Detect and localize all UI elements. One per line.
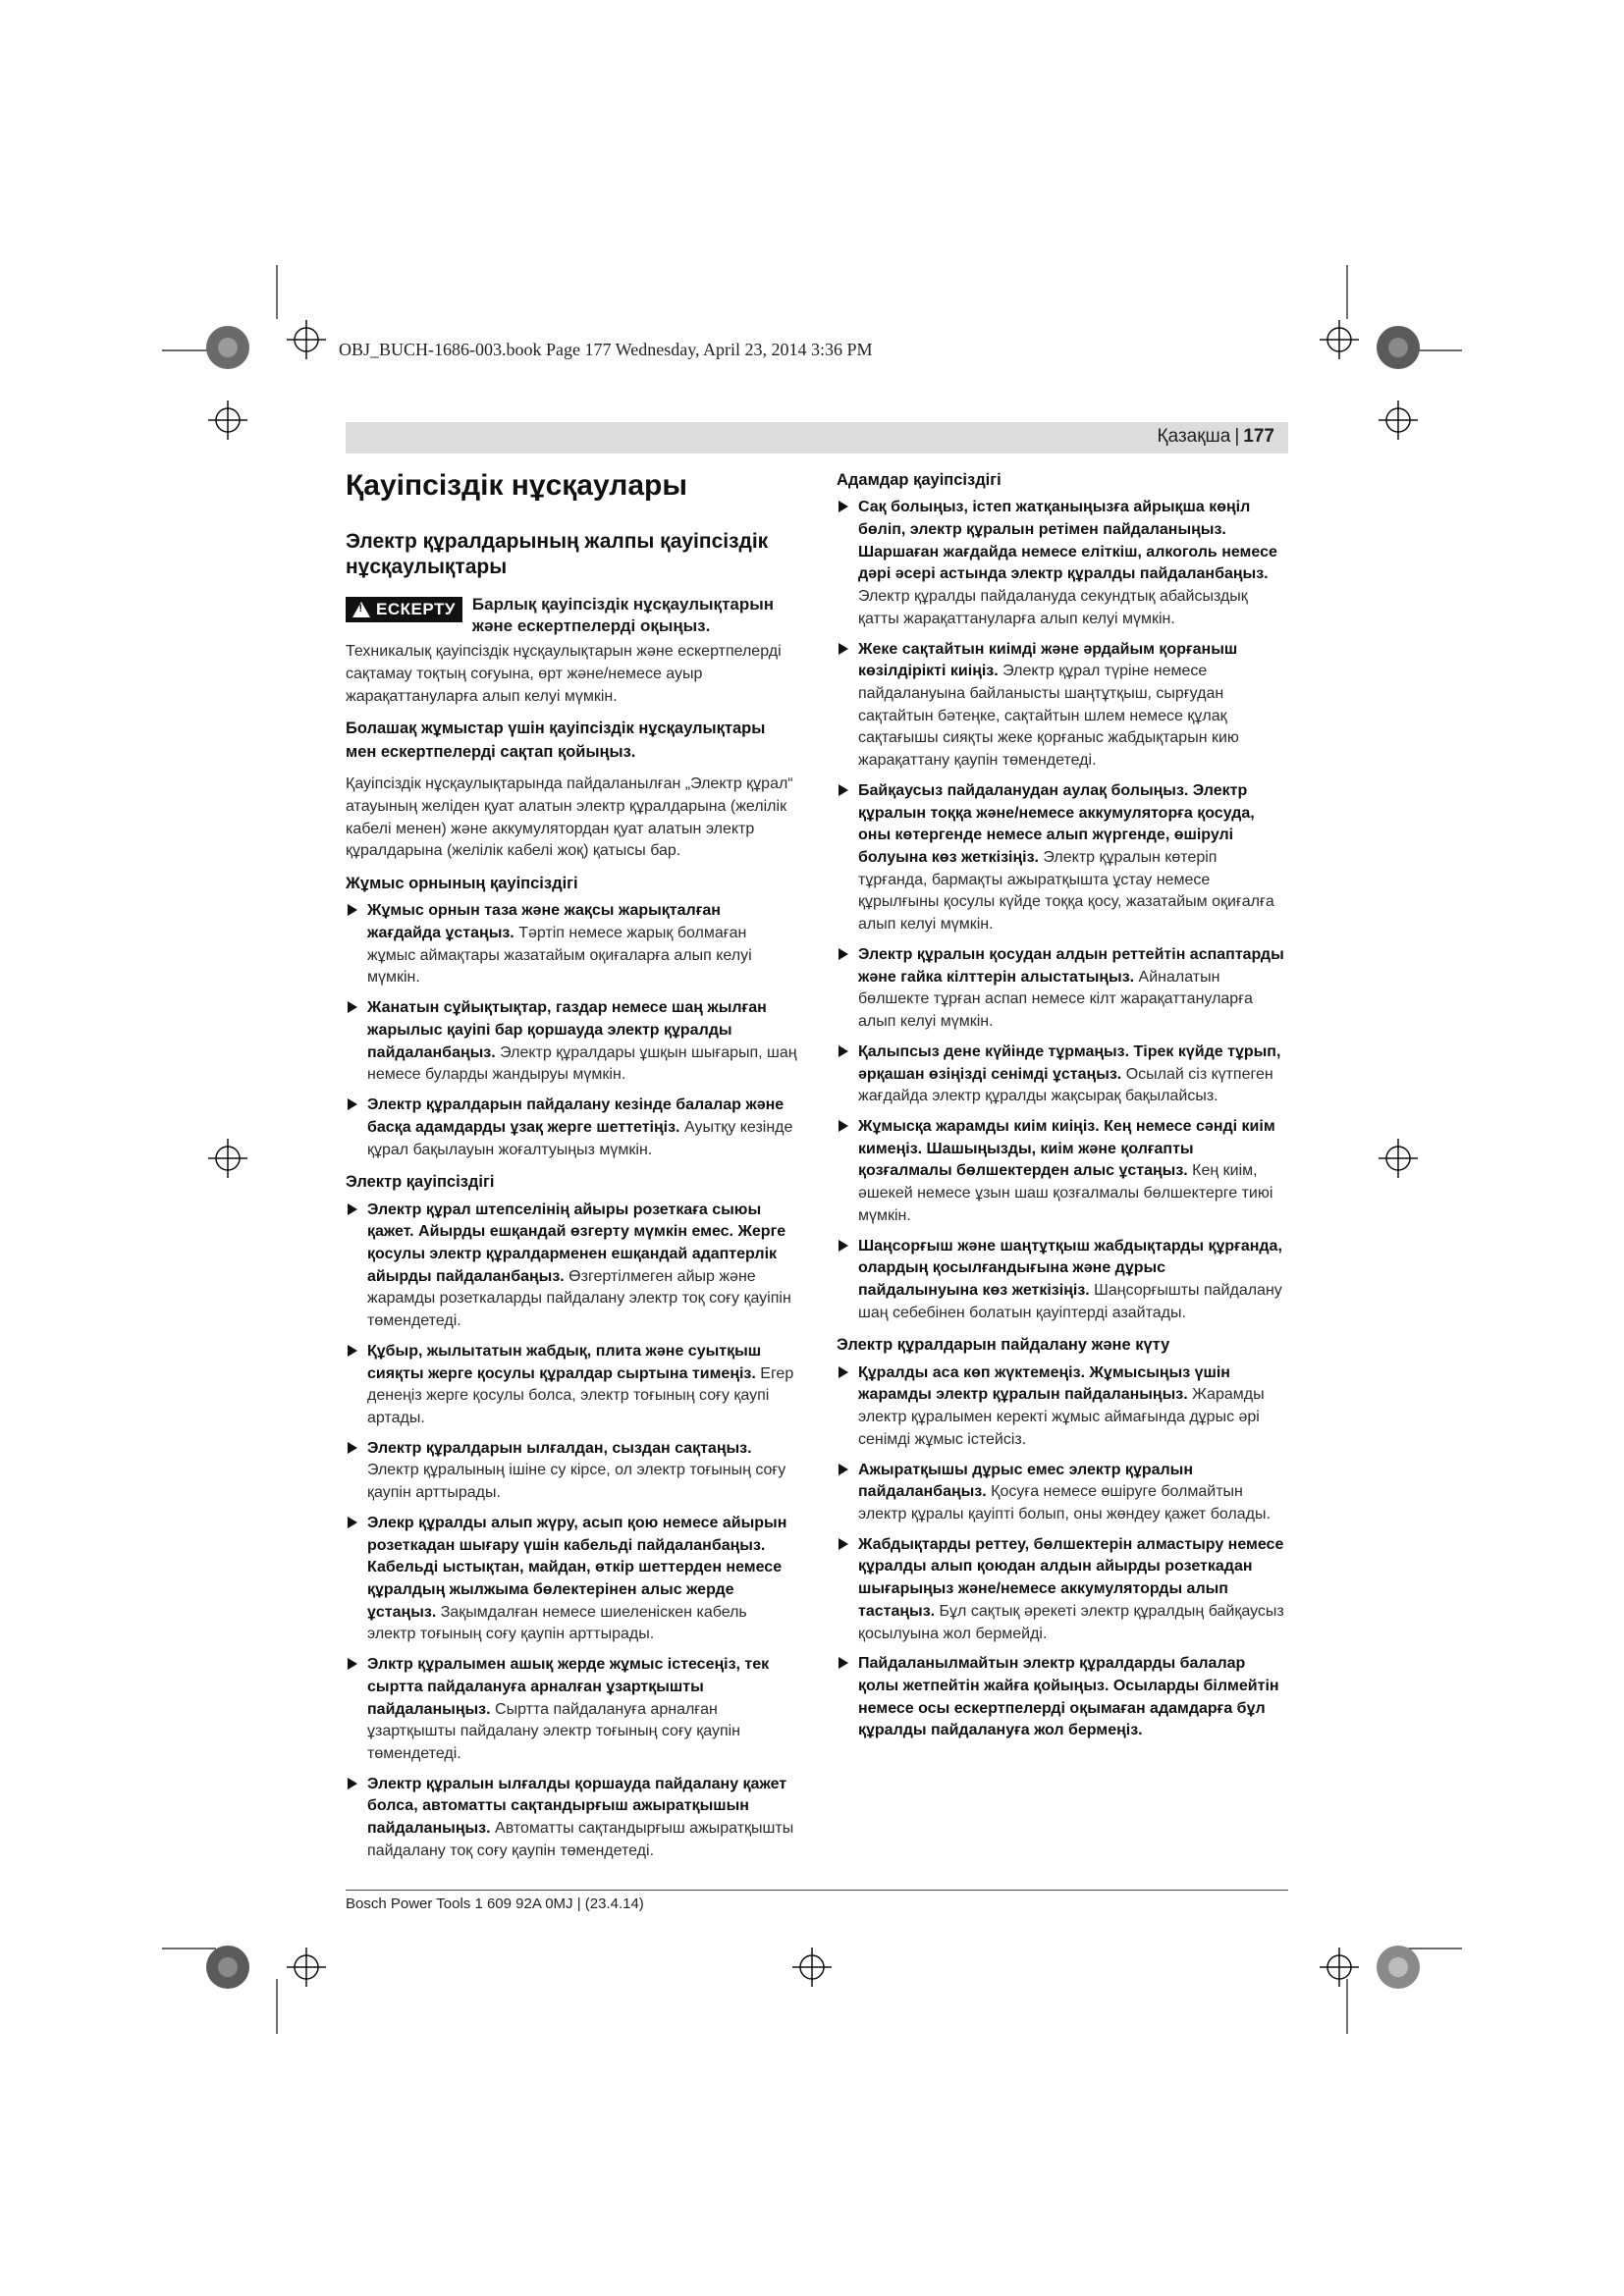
list-item xyxy=(346,1774,797,1863)
bullet-arrow-icon xyxy=(348,1778,357,1789)
list-item xyxy=(837,639,1288,773)
bullet-arrow-icon xyxy=(839,643,848,655)
item-text: Сыртта пайдалануға арналған ұзартқышты пайдалану электр тоғының соғу қаупін төмендетеді. xyxy=(367,1700,740,1763)
list-item xyxy=(837,1236,1288,1325)
item-text: Тәртіп немесе жарық болмаған жұмыс аймақтары жазатайым оқиғаларға алып келуі мүмкін. xyxy=(367,925,752,987)
item-bold-text: Сақ болыңыз, істеп жатқаныңызға айрықша көңіл бөліп, электр құралын ретімен пайдаланыңыз. Шаршаған жағдайда немесе еліткіш, алкоголь немесе дәрі әсері астында электр құралды пайдаланбаңыз. xyxy=(858,499,1277,583)
item-bold-text: Қалыпсыз дене күйінде тұрмаңыз. Тірек күйде тұрып, әрқашан өзіңізді сенімді ұстаңыз. xyxy=(858,1042,1281,1083)
item-text: Өзгертілмеген айыр және жарамды розеткаларды пайдалану электр тоқ соғу қауіпін төмендетеді. xyxy=(367,1267,791,1330)
bullet-arrow-icon xyxy=(348,1517,357,1528)
workplace-heading: Жұмыс орнының қауіпсіздігі xyxy=(346,875,578,893)
item-text: Жарамды электр құралымен керекті жұмыс аймағында дұрыс әрі сенімді жұмыс істейсіз. xyxy=(858,1386,1265,1448)
bullet-arrow-icon xyxy=(839,1657,848,1669)
item-bold-text: Құбыр, жылытатын жабдық, плита және суытқыш сияқты жерге қосулы құралдар сыртына тимеңіз. xyxy=(367,1342,762,1382)
item-bold-text: Электр құрал штепселінің айыры розеткаға сыюы қажет. Айырды ешқандай өзгерту мүмкін емес. Жерге қосулы электр құралдарменен ешқандай адаптерлік айырды пайдаланбаңыз. xyxy=(367,1201,786,1285)
warning-lead: Барлық қауіпсіздік нұсқаулықтарын және ескертпелерді оқыңыз. xyxy=(471,595,775,636)
item-bold-text: Жабдықтарды реттеу, бөлшектерін алмастыру немесе құралды алып қоюдан алдын айырды розеткадан шығарыңыз және/немесе аккумуляторды алып тастаңыз. xyxy=(858,1535,1284,1620)
page-title: Қауіпсіздік нұсқаулары xyxy=(346,469,687,502)
right-column xyxy=(837,469,1288,1752)
list-item xyxy=(346,997,797,1087)
list-item xyxy=(837,780,1288,936)
bullet-arrow-icon xyxy=(348,1098,357,1110)
electrical-heading: Электр қауіпсіздігі xyxy=(346,1173,495,1192)
header-separator: | xyxy=(1234,426,1240,447)
item-bold-text: Электр құралдарын ылғалдан, сыздан сақтаңыз. xyxy=(367,1439,752,1457)
warning-badge xyxy=(346,597,462,622)
warning-badge-label: ЕСКЕРТУ xyxy=(376,600,456,618)
people-heading: Адамдар қауіпсіздігі xyxy=(837,471,1001,489)
item-text: Кең киім, әшекей немесе ұзын шаш қозғалмалы бөлшектерге тиюі мүмкін. xyxy=(858,1162,1273,1224)
list-item xyxy=(346,1513,797,1646)
list-item xyxy=(837,1362,1288,1452)
list-item xyxy=(346,1200,797,1333)
list-item xyxy=(837,1653,1288,1742)
bullet-arrow-icon xyxy=(839,1240,848,1252)
footer-divider xyxy=(346,1890,1288,1891)
footer-text: Bosch Power Tools 1 609 92A 0MJ | (23.4.14) xyxy=(346,1896,644,1912)
bullet-arrow-icon xyxy=(839,1120,848,1132)
list-item xyxy=(837,497,1288,630)
warning-text: Техникалық қауіпсіздік нұсқаулықтарын және ескертпелерді сақтамау тоқтың соғуына, өрт және/немесе ауыр жарақаттануларға алып келуі мүмкін. xyxy=(346,643,782,705)
item-bold-text: Құралды аса көп жүктемеңіз. Жұмысыңыз үшін жарамды электр құралын пайдаланыңыз. xyxy=(858,1363,1230,1404)
workplace-list xyxy=(346,900,797,1161)
bullet-arrow-icon xyxy=(839,1538,848,1550)
item-bold-text: Шаңсорғыш және шаңтұтқыш жабдықтарды құрғанда, олардың қосылғандығына және дұрыс пайдалынуына көз жеткізіңіз. xyxy=(858,1237,1282,1299)
item-bold-text: Жұмыс орнын таза және жақсы жарықталған жағдайда ұстаңыз. xyxy=(367,902,721,942)
item-bold-text: Пайдаланылмайтын электр құралдарды балалар қолы жетпейтін жайға қойыңыз. Осыларды білмейтін немесе осы ескертпелерді оқымаған адамдарға бұл құралды пайдалануға жол бермеңіз. xyxy=(858,1655,1279,1739)
item-text: Осылай сіз күтпеген жағдайда электр құралды жақсырақ бақылайсыз. xyxy=(858,1065,1273,1105)
item-text: Қосуға немесе өшіруге болмайтын электр құралы қауіпті болып, оны жөндеу қажет болады. xyxy=(858,1483,1271,1522)
list-item xyxy=(837,1534,1288,1646)
item-bold-text: Элктр құралымен ашық жерде жұмыс істесеңіз, тек сыртта пайдалануға арналған ұзартқышты пайдаланыңыз. xyxy=(367,1656,770,1718)
item-bold-text: Электр құралын ылғалды қоршауда пайдалану қажет болса, автоматты сақтандырғыш ажыратқышын пайдаланыңыз. xyxy=(367,1775,787,1838)
bullet-arrow-icon xyxy=(348,1203,357,1215)
item-bold-text: Электр құралын қосудан алдын реттейтін аспаптарды және гайка кілттерін алыстатыңыз. xyxy=(858,945,1284,986)
warning-triangle-icon xyxy=(352,602,370,617)
list-item xyxy=(346,1341,797,1430)
item-text: Электр құралының ішіне су кірсе, ол электр тоғының соғу қаупін арттырады. xyxy=(367,1462,786,1502)
page-header xyxy=(346,422,1288,454)
bullet-arrow-icon xyxy=(348,904,357,916)
header-language: Қазақша xyxy=(1157,426,1231,447)
usage-list xyxy=(837,1362,1288,1743)
item-bold-text: Ажыратқышы дұрыс емес электр құралын пайдаланбаңыз. xyxy=(858,1461,1193,1501)
item-text: Электр құралды пайдалануда секундтық абайсыздық қатты жарақаттануларға алып келуі мүмкін. xyxy=(858,588,1248,627)
item-text: Электр құралын көтеріп тұрғанда, бармақты ажыратқышта ұстау немесе құрылғыны қосулы күйде тоққа қосу, жазатайым оқиғалға алып келуі мүмкін. xyxy=(858,849,1274,934)
item-text: Егер денеңіз жерге қосулы болса, электр тоғының соғу қаупі артады. xyxy=(367,1364,794,1426)
bullet-arrow-icon xyxy=(839,1464,848,1475)
list-item xyxy=(346,1438,797,1505)
print-info: OBJ_BUCH-1686-003.book Page 177 Wednesday, April 23, 2014 3:36 PM xyxy=(339,340,873,359)
bullet-arrow-icon xyxy=(839,784,848,796)
list-item xyxy=(346,900,797,989)
bullet-arrow-icon xyxy=(348,1001,357,1013)
left-column xyxy=(346,469,797,1873)
item-bold-text: Жұмысқа жарамды киім киіңіз. Кең немесе сәнді киім кимеңіз. Шашыңызды, киім және қолғапты қозғалмалы бөлшектерден алыс ұстаңыз. xyxy=(858,1117,1275,1180)
page-number: 177 xyxy=(1243,426,1274,447)
list-item xyxy=(837,1460,1288,1526)
section-subtitle: Электр құралдарының жалпы қауіпсіздік нұсқаулықтары xyxy=(346,529,769,578)
bullet-arrow-icon xyxy=(839,1045,848,1057)
warning-block xyxy=(346,594,797,637)
list-item xyxy=(346,1095,797,1161)
list-item xyxy=(346,1654,797,1766)
definition-text: Қауіпсіздік нұсқаулықтарында пайдаланылған „Электр құрал“ атауының желіден қуат алатын электр құралдарына (желілік кабелі менен) және аккумулятордан қуат алатын электр құралдарына (желілік кабелі жоқ) қатысы бар. xyxy=(346,775,793,860)
item-text: Электр құралдары ұшқын шығарып, шаң немесе буларды жандыруы мүмкін. xyxy=(367,1043,797,1084)
bullet-arrow-icon xyxy=(839,948,848,960)
item-bold-text: Жеке сақтайтын киімді және әрдайым қорғаныш көзілдірікті киіңіз. xyxy=(858,640,1238,680)
bullet-arrow-icon xyxy=(348,1442,357,1454)
item-text: Зақымдалған немесе шиеленіскен кабель электр тоғының соғу қаупін арттырады. xyxy=(367,1603,747,1643)
usage-heading: Электр құралдарын пайдалану және күту xyxy=(837,1336,1170,1355)
item-bold-text: Байқаусыз пайдаланудан аулақ болыңыз. Электр құралын тоққа және/немесе аккумуляторға қосуда, оны көтергенде немесе алып жүргенде, өшірулі болуына көз жеткізіңіз. xyxy=(858,781,1255,867)
item-bold-text: Электр құралдарын пайдалану кезінде балалар және басқа адамдарды ұзақ жерге шеттетіңіз. xyxy=(367,1096,785,1136)
item-text: Бұл сақтық әрекеті электр құралдың байқаусыз қосылуына жол бермейді. xyxy=(858,1602,1284,1642)
list-item xyxy=(837,1041,1288,1108)
bullet-arrow-icon xyxy=(348,1345,357,1357)
bullet-arrow-icon xyxy=(839,501,848,512)
item-bold-text: Жанатын сұйықтықтар, газдар немесе шаң жылған жарылыс қауіпі бар қоршауда электр құралды пайдаланбаңыз. xyxy=(367,999,767,1061)
item-text: Айналатын бөлшекте тұрған аспап немесе кілт жарақаттануларға алып келуі мүмкін. xyxy=(858,968,1253,1031)
item-text: Электр құрал түріне немесе пайдалануына байланысты шаңтұтқыш, сырғудан сақтайтын бәтеңке, сақтайтын шлем немесе құлақ сақтағышы сияқты жеке қорғаныс жабдықтарын кию жарақаттану қаупін төмендетеді. xyxy=(858,663,1239,770)
bullet-arrow-icon xyxy=(348,1658,357,1670)
electrical-list xyxy=(346,1200,797,1863)
keep-notice: Болашақ жұмыстар үшін қауіпсіздік нұсқаулықтары мен ескертпелерді сақтап қойыңыз. xyxy=(346,720,766,761)
item-text: Шаңсорғышты пайдалану шаң себебінен болатын қауіптерді азайтады. xyxy=(858,1281,1282,1321)
bullet-arrow-icon xyxy=(839,1366,848,1378)
item-text: Ауытқу кезінде құрал бақылауын жоғалтуыңыз мүмкін. xyxy=(367,1118,793,1158)
people-list xyxy=(837,497,1288,1324)
list-item xyxy=(837,944,1288,1034)
item-bold-text: Элекр құралды алып жүру, асып қою немесе айырын розеткадан шығару үшін кабельді пайдаланбаңыз. Кабельді ыстықтан, майдан, өткір шеттерден немесе құралдың жылжыма бөлектерінен алыс жерде ұстаңыз. xyxy=(367,1514,787,1621)
list-item xyxy=(837,1116,1288,1228)
item-text: Автоматты сақтандырғыш ажыратқышты пайдалану тоқ соғу қаупін төмендетеді. xyxy=(367,1820,794,1859)
header-text xyxy=(1158,426,1274,448)
